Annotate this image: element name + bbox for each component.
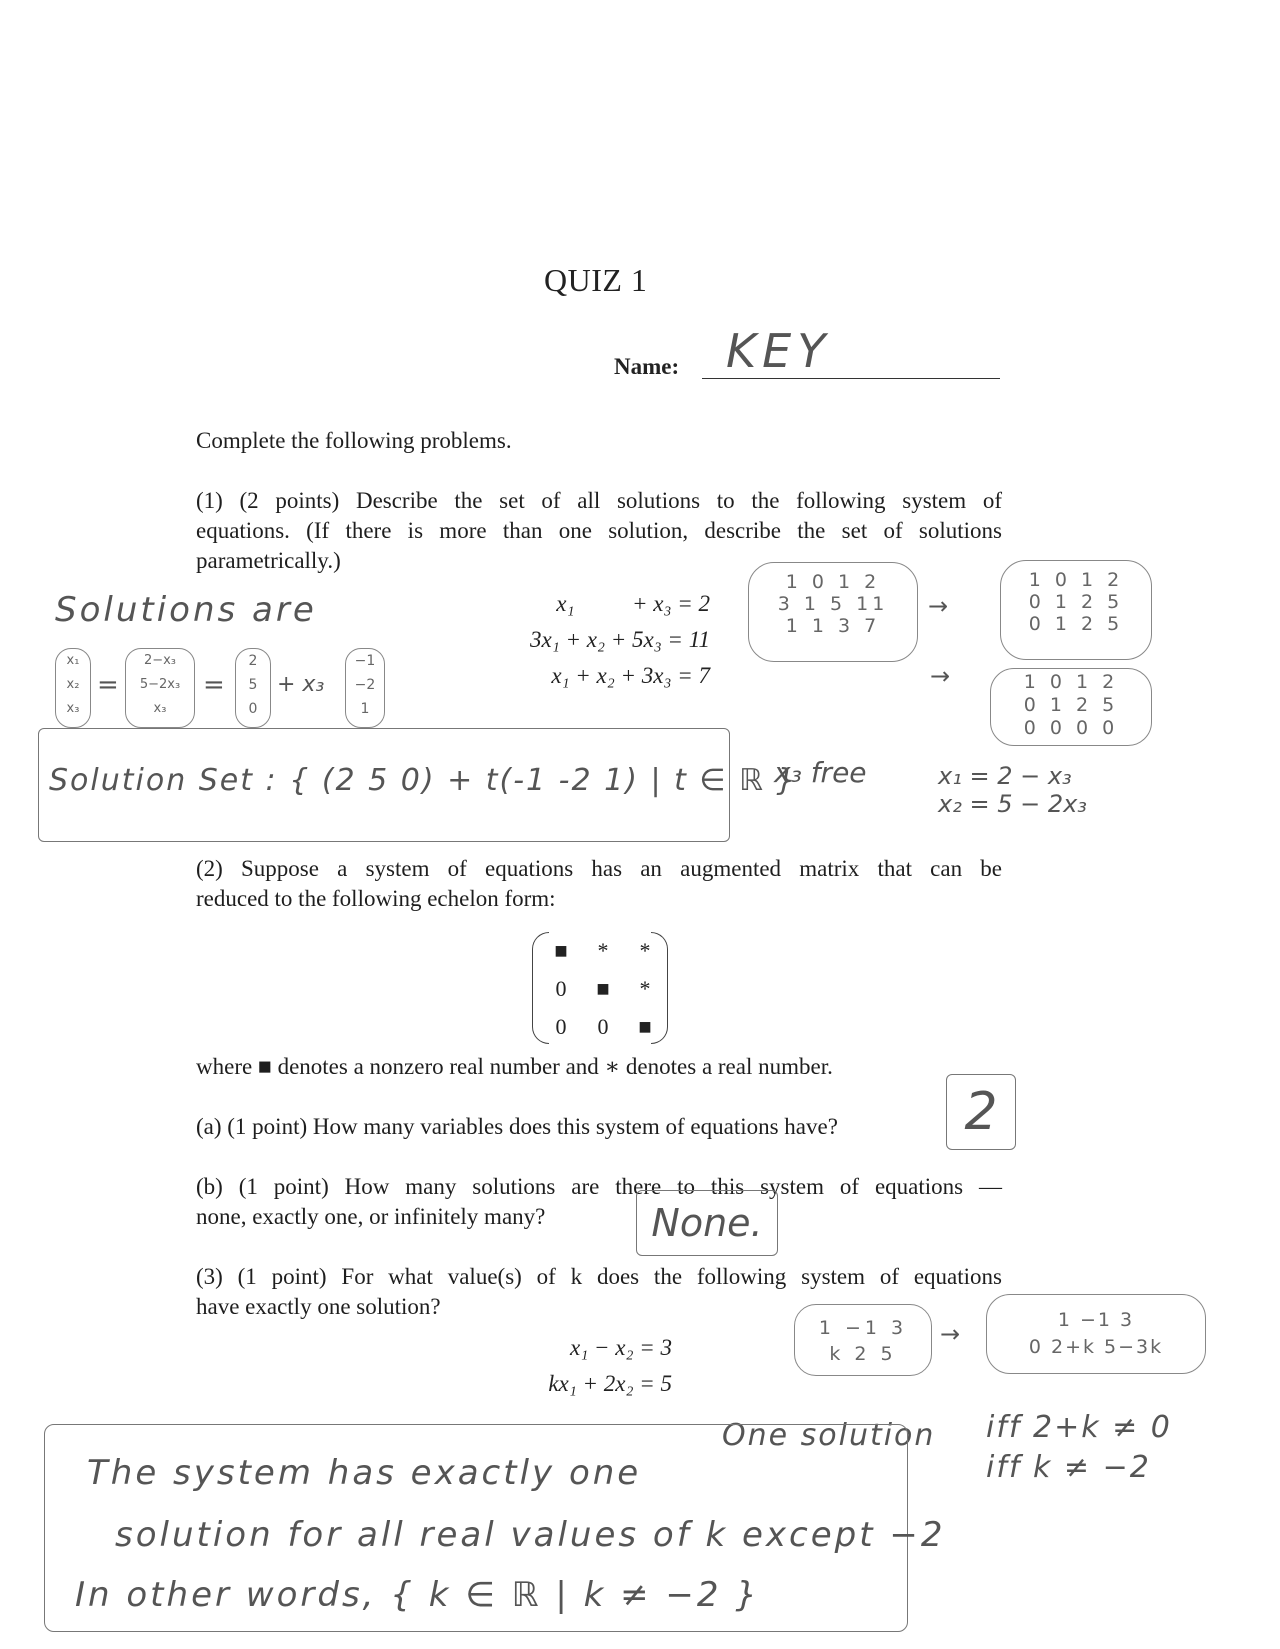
echelon-cell: * [639, 938, 651, 963]
hw-vec-const-3: 0 [248, 701, 258, 717]
problem-2-line-2: reduced to the following echelon form: [196, 886, 556, 911]
hw-matrix-a [748, 562, 918, 662]
problem-2-line-1: (2) Suppose a system of equations has an augmented matrix that can be [196, 856, 1002, 881]
hw-p3-arrow: → [940, 1320, 961, 1348]
hw-p3-matrix-a-row-1: 1 −1 3 [818, 1317, 908, 1339]
hw-p3-matrix-b [986, 1294, 1206, 1374]
hw-matrix-a-row-3: 1 1 3 7 [785, 615, 881, 637]
hw-matrix-c-row-2: 0 1 2 5 [1023, 694, 1119, 716]
hw-solution-set-box [38, 728, 798, 842]
hw-equals-1: = [97, 670, 119, 700]
problem-1-eq-2: 3x₁ + x₂ + 5x₃ = 11 [530, 627, 710, 652]
echelon-cell: 0 [555, 976, 567, 1001]
hw-arrow-1: → [928, 592, 949, 620]
problem-1-eq-3: x₁ + x₂ + 3x₃ = 7 [551, 663, 710, 688]
hw-matrix-a-row-2: 3 1 5 11 [777, 593, 889, 615]
hw-matrix-c-row-1: 1 0 1 2 [1023, 671, 1119, 693]
problem-3-eq-1: x₁ − x₂ = 3 [570, 1335, 672, 1360]
hw-x2: x₂ = 5 − 2x₃ [938, 790, 1087, 818]
name-label: Name: [614, 354, 680, 379]
problem-2a-text: (a) (1 point) How many variables does this system of equations have? [196, 1114, 838, 1139]
echelon-cell: ■ [596, 976, 610, 1001]
hw-vec-x-3: x₃ [66, 701, 80, 716]
instructions: Complete the following problems. [196, 428, 512, 453]
problem-3-eq-2: kx₁ + 2x₂ = 5 [548, 1371, 672, 1396]
problem-1-line-1: (1) (2 points) Describe the set of all solutions to the following system of [196, 488, 1002, 513]
hw-vec-const [235, 648, 271, 728]
hw-plus-x3: + x₃ [277, 672, 325, 697]
hw-iff-conditions [986, 1408, 1172, 1488]
hw-vec-dir-1: −1 [354, 653, 376, 669]
hw-equals-2: = [203, 670, 225, 700]
hw-vec-x-2: x₂ [66, 677, 80, 692]
hw-matrix-b-row-1: 1 0 1 2 [1028, 569, 1124, 591]
hw-iff-1: iff 2+k ≠ 0 [986, 1410, 1172, 1445]
hw-vec-expr-1: 2−x₃ [143, 653, 177, 668]
hw-arrow-2: → [930, 662, 951, 690]
echelon-cell: 0 [555, 1014, 567, 1039]
problem-1-line-3: parametrically.) [196, 548, 341, 573]
hw-vector-equation [55, 648, 475, 730]
hw-vec-dir-2: −2 [354, 677, 376, 693]
hw-vec-expr [125, 648, 195, 728]
hw-vec-const-1: 2 [248, 653, 258, 669]
problem-1-equations [480, 586, 710, 694]
hw-vec-x [55, 648, 91, 728]
hw-p3-matrix-b-row-2: 0 2+k 5−3k [1028, 1336, 1164, 1358]
hw-matrix-c [990, 668, 1152, 746]
matrix-legend: where ■ denotes a nonzero real number and ∗ denotes a real number. [196, 1054, 833, 1079]
hw-matrix-b-row-3: 0 1 2 5 [1028, 613, 1124, 635]
echelon-cell: ■ [554, 938, 568, 963]
hw-matrix-c-row-3: 0 0 0 0 [1023, 717, 1119, 739]
hw-vec-expr-2: 5−2x₃ [139, 677, 181, 692]
hw-p3-matrix-a-row-2: k 2 5 [829, 1343, 897, 1365]
hw-answer-2a-box [946, 1074, 1016, 1150]
hw-solutions-are: Solutions are [55, 590, 317, 630]
hw-one-solution: One solution [722, 1418, 936, 1453]
echelon-cell: ■ [638, 1014, 652, 1039]
name-field [702, 324, 1000, 379]
hw-answer-2b-box [636, 1190, 778, 1256]
echelon-matrix [532, 932, 668, 1044]
hw-vec-expr-3: x₃ [153, 701, 167, 716]
echelon-grid [540, 932, 666, 1046]
problem-1-line-2: equations. (If there is more than one solution, describe the set of solutions [196, 518, 1002, 543]
hw-matrix-b [1000, 560, 1152, 660]
hw-matrix-b-row-2: 0 1 2 5 [1028, 591, 1124, 613]
hw-matrix-a-row-1: 1 0 1 2 [785, 571, 881, 593]
hw-iff-2: iff k ≠ −2 [986, 1450, 1151, 1485]
hw-vec-dir [345, 648, 385, 728]
hw-p3-answer-line-3: In other words, { k ∈ ℝ | k ≠ −2 } [75, 1575, 760, 1615]
name-value: KEY [726, 324, 832, 378]
problem-2b-line-2: none, exactly one, or infinitely many? [196, 1204, 546, 1229]
hw-vec-x-1: x₁ [66, 653, 80, 668]
hw-p3-answer-line-1: The system has exactly one [87, 1453, 642, 1493]
problem-1-eq-1: x₁ + x₃ = 2 [556, 591, 710, 616]
hw-free-solution [938, 762, 1087, 818]
hw-p3-answer-box [44, 1424, 946, 1632]
hw-solution-set: Solution Set : { (2 5 0) + t(-1 -2 1) | t ∈ ℝ } [49, 763, 798, 798]
echelon-cell: 0 [597, 1014, 609, 1039]
hw-p3-matrix-a [794, 1304, 932, 1376]
problem-2b-text [196, 1172, 1002, 1232]
hw-x3-free: x₃ free [774, 756, 867, 789]
problem-2-text [196, 854, 1002, 914]
problem-2b-line-1: (b) (1 point) How many solutions are there to this system of equations — [196, 1174, 1002, 1199]
hw-vec-dir-3: 1 [360, 701, 370, 717]
hw-answer-2b: None. [651, 1201, 763, 1245]
echelon-cell: * [639, 976, 651, 1001]
hw-vec-const-2: 5 [248, 677, 258, 693]
hw-p3-matrix-b-row-1: 1 −1 3 [1057, 1309, 1135, 1331]
problem-3-line-2: have exactly one solution? [196, 1294, 441, 1319]
page-title: QUIZ 1 [544, 262, 648, 298]
hw-p3-answer-line-2: solution for all real values of k except −2 [115, 1515, 946, 1555]
hw-answer-2a: 2 [964, 1082, 998, 1142]
hw-x1: x₁ = 2 − x₃ [938, 762, 1072, 790]
echelon-cell: * [597, 938, 609, 963]
problem-3-equations [500, 1330, 672, 1402]
problem-3-line-1: (3) (1 point) For what value(s) of k does the following system of equations [196, 1264, 1002, 1289]
